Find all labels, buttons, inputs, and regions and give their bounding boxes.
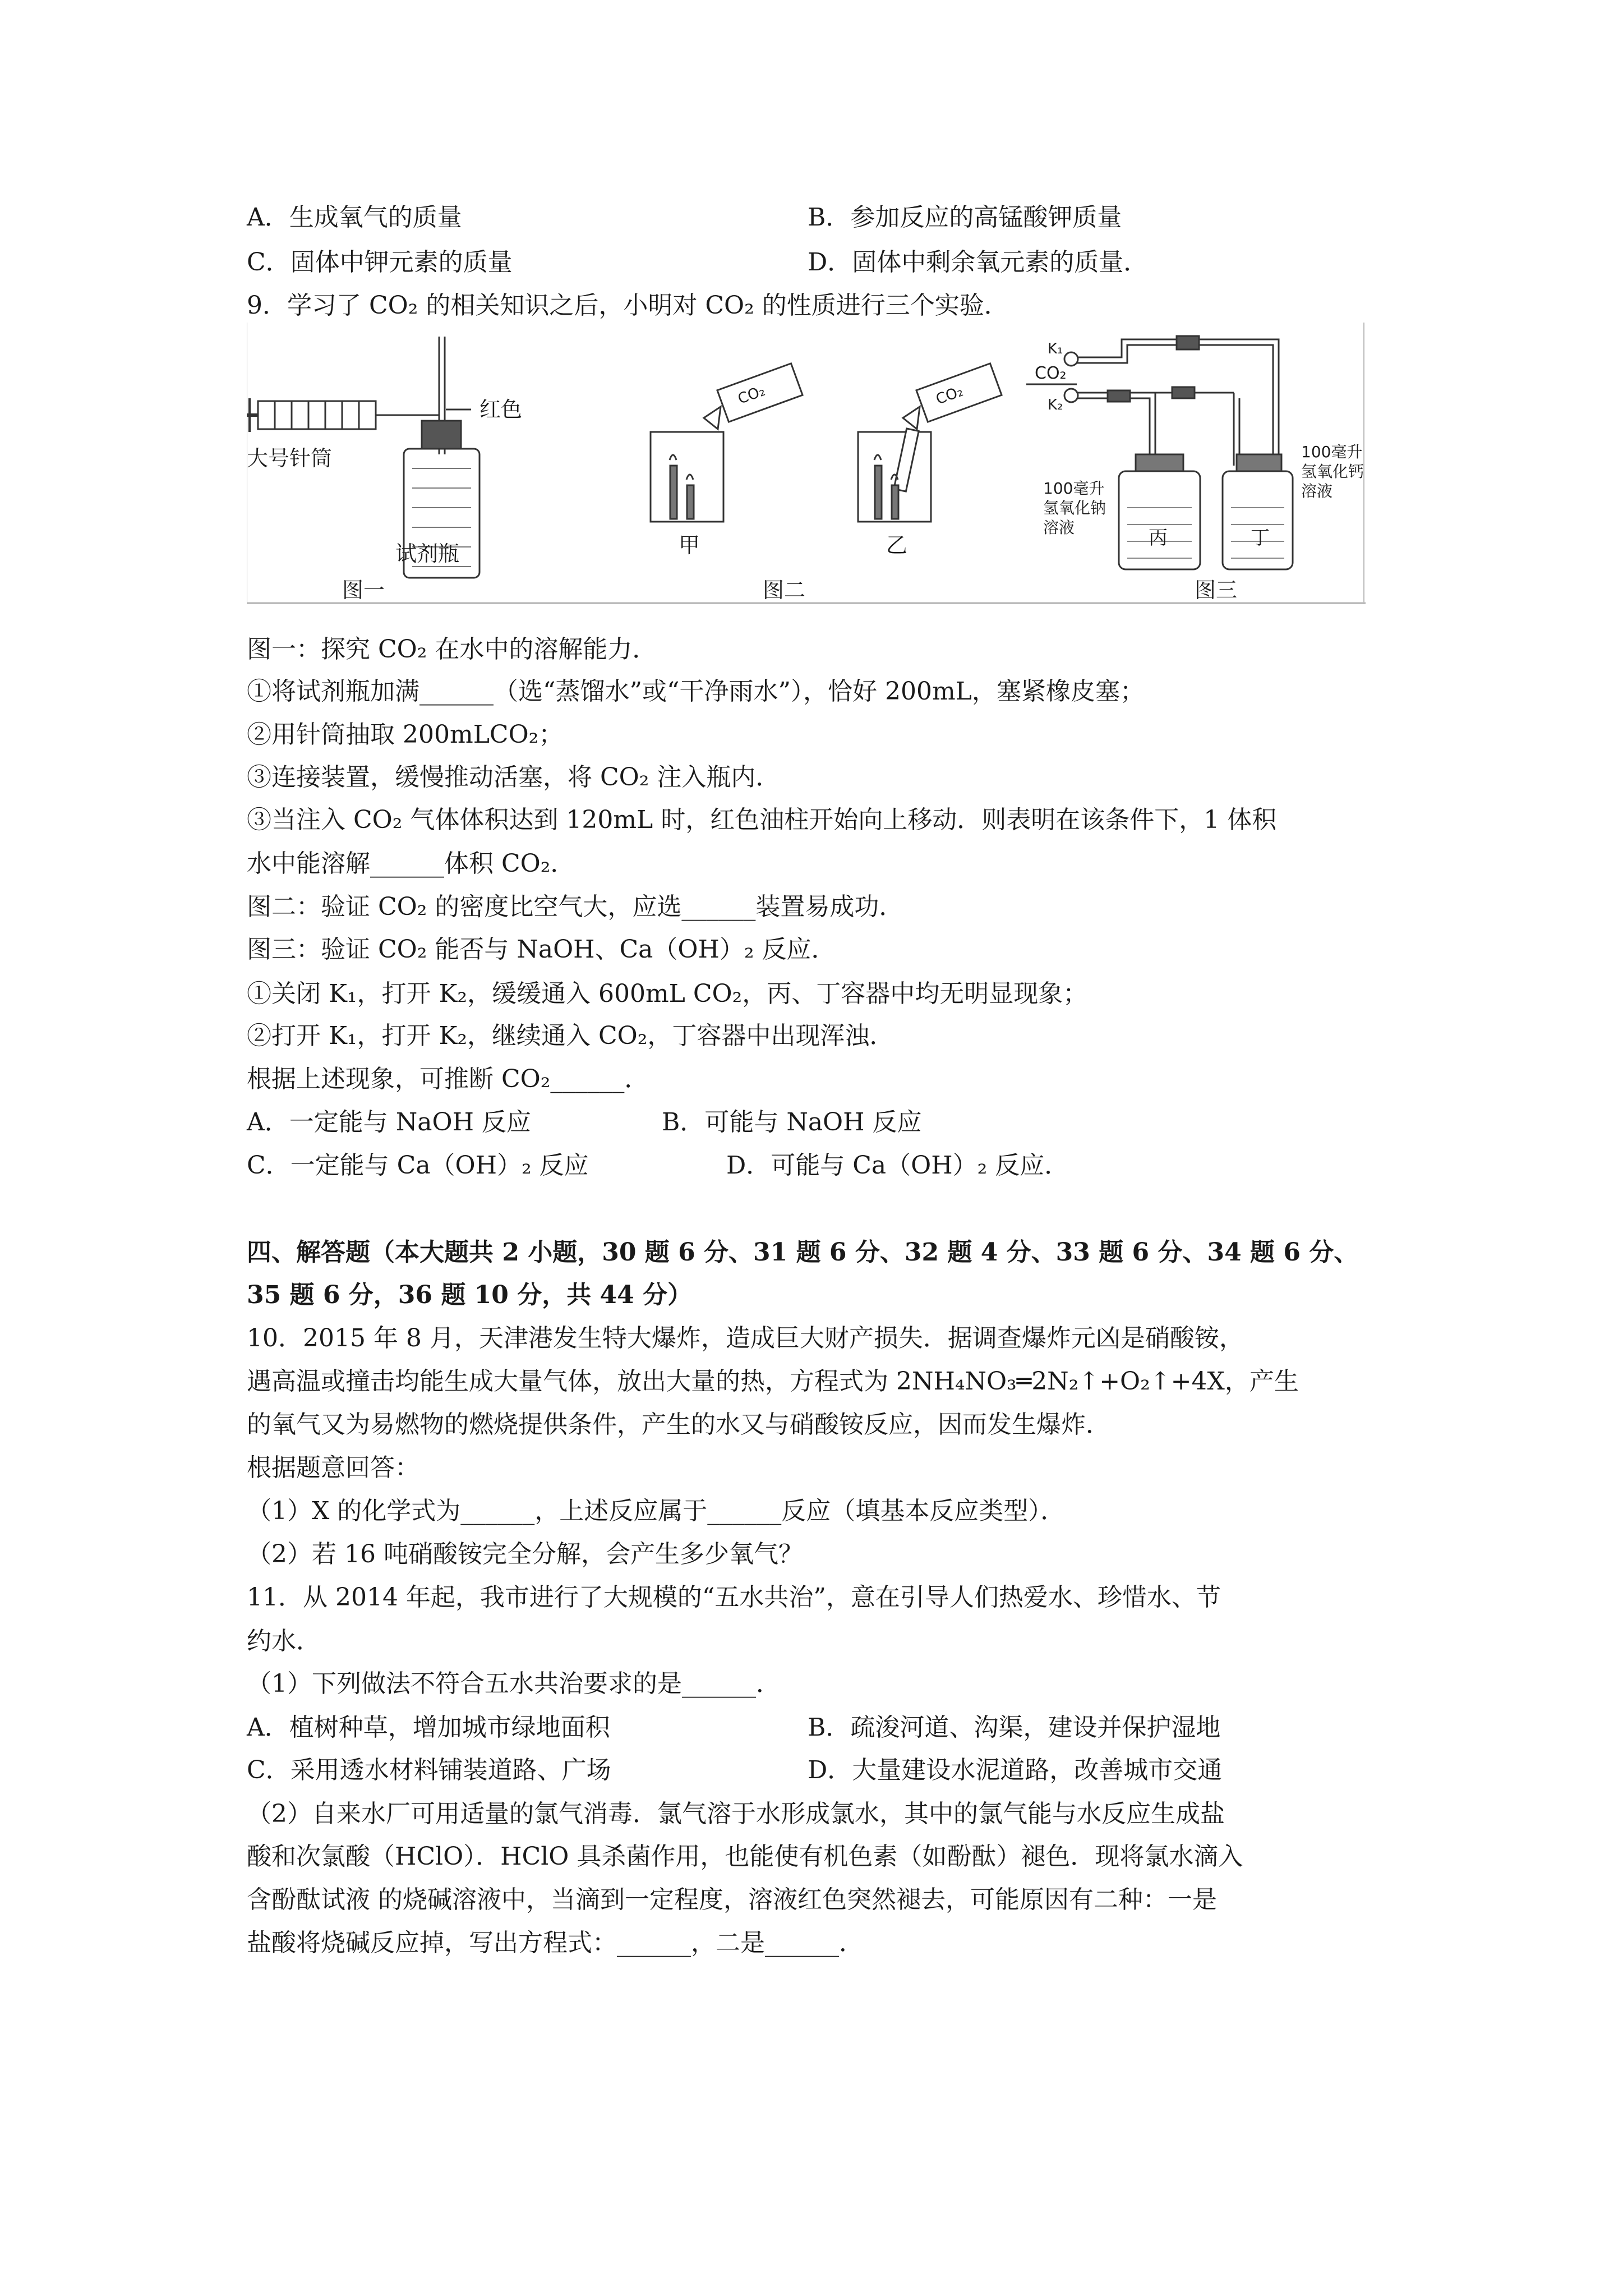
- q9-line-4: ③连接装置，缓慢推动活塞，将 CO₂ 注入瓶内．: [247, 763, 781, 792]
- q11-line-6: 含酚酞试液 的烧碱溶液中，当滴到一定程度，溶液红色突然褪去，可能原因有二种：一是: [247, 1885, 1217, 1914]
- fig3-bing-label: 丙: [1149, 527, 1168, 549]
- fig3-caoh-line1: 100毫升: [1301, 443, 1363, 461]
- q9-line-2: ①将试剂瓶加满______（选“蒸馏水”或“干净雨水”），恰好 200mL，塞紧橡皮塞；: [247, 677, 1145, 706]
- fig1-syringe-label: 大号针筒: [247, 446, 333, 471]
- fig3-naoh-line1: 100毫升: [1043, 479, 1105, 498]
- beaker-jia-drawing: [651, 364, 803, 522]
- fig1-bottle-label: 试剂瓶: [395, 541, 460, 566]
- fig1-red-label: 红色: [479, 397, 523, 422]
- q8-option-d: D．固体中剩余氧元素的质量．: [808, 248, 1149, 277]
- fig3-k2-label: K₂: [1048, 397, 1063, 413]
- q9-line-10: ②打开 K₁，打开 K₂，继续通入 CO₂，丁容器中出现浑浊．: [247, 1022, 895, 1050]
- section4-heading-line1: 四、解答题（本大题共 2 小题，30 题 6 分、31 题 6 分、32 题 4 分、33 题 6 分、34 题 6 分、: [247, 1238, 1359, 1267]
- q9-line-9: ①关闭 K₁，打开 K₂，缓缓通入 600mL CO₂，丙、丁容器中均无明显现象；: [247, 979, 1088, 1008]
- q11-line-7: 盐酸将烧碱反应掉，写出方程式：______，二是______．: [247, 1929, 864, 1957]
- q10-line-2: 遇高温或撞击均能生成大量气体，放出大量的热，方程式为 2NH₄NO₃═2N₂↑+O₂↑+4X，产生: [247, 1367, 1299, 1396]
- q9-option-c: C．一定能与 Ca（OH）₂ 反应: [247, 1151, 589, 1180]
- fig3-co2-label: CO₂: [1035, 364, 1067, 383]
- beaker-yi-drawing: [858, 364, 1002, 522]
- fig2-jia-co2-label: CO₂: [735, 382, 768, 408]
- q10-line-1: 10．2015 年 8 月，天津港发生特大爆炸，造成巨大财产损失．据调查爆炸元凶是硝酸铵，: [247, 1324, 1244, 1352]
- q11-option-d: D．大量建设水泥道路，改善城市交通: [808, 1756, 1223, 1784]
- q11-line-2: 约水．: [247, 1627, 321, 1655]
- q9-line-11: 根据上述现象，可推断 CO₂______．: [247, 1065, 649, 1093]
- q11-option-c: C．采用透水材料铺装道路、广场: [247, 1756, 611, 1784]
- q11-line-5: 酸和次氯酸（HClO）．HClO 具杀菌作用，也能使有机色素（如酚酞）褪色．现将氯水滴入: [247, 1842, 1243, 1871]
- q9-option-d: D．可能与 Ca（OH）₂ 反应．: [726, 1151, 1069, 1180]
- q8-option-a: A．生成氧气的质量: [247, 203, 462, 232]
- fig1-caption: 图一: [342, 578, 385, 602]
- section4-heading-line2: 35 题 6 分，36 题 10 分，共 44 分）: [247, 1281, 693, 1309]
- fig2-caption: 图二: [763, 578, 806, 602]
- q9-figure: [247, 323, 1366, 606]
- fig2-jia-label: 甲: [679, 533, 700, 558]
- fig2-yi-label: 乙: [886, 533, 908, 558]
- q8-option-b: B．参加反应的高锰酸钾质量: [808, 203, 1122, 232]
- fig3-naoh-line3: 溶液: [1043, 518, 1075, 537]
- q10-line-6: （2）若 16 吨硝酸铵完全分解，会产生多少氧气？: [247, 1540, 803, 1568]
- fig3-ding-label: 丁: [1251, 527, 1270, 549]
- q9-line-6: 水中能溶解______体积 CO₂．: [247, 849, 575, 878]
- q9-line-5: ③当注入 CO₂ 气体体积达到 120mL 时，红色油柱开始向上移动．则表明在该条件下，1 体积: [247, 806, 1277, 834]
- q9-option-b: B．可能与 NaOH 反应: [662, 1108, 922, 1137]
- fig3-caption: 图三: [1195, 578, 1238, 602]
- syringe-drawing: [247, 398, 421, 432]
- q11-line-4: （2）自来水厂可用适量的氯气消毒．氯气溶于水形成氯水，其中的氯气能与水反应生成盐: [247, 1800, 1225, 1828]
- q11-option-b: B．疏浚河道、沟渠，建设并保护湿地: [808, 1713, 1221, 1742]
- fig3-caoh-line2: 氢氧化钙: [1301, 462, 1364, 481]
- q10-line-5: （1）X 的化学式为______，上述反应属于______反应（填基本反应类型）．: [247, 1497, 1066, 1525]
- q9-line-7: 图二：验证 CO₂ 的密度比空气大，应选______装置易成功．: [247, 892, 904, 921]
- fig3-naoh-line2: 氢氧化钠: [1043, 499, 1106, 517]
- q9-line-8: 图三：验证 CO₂ 能否与 NaOH、Ca（OH）₂ 反应．: [247, 935, 836, 964]
- q10-line-3: 的氧气又为易燃物的燃烧提供条件，产生的水又与硝酸铵反应，因而发生爆炸．: [247, 1410, 1110, 1439]
- q8-option-c: C．固体中钾元素的质量: [247, 248, 513, 277]
- fig3-caoh-line3: 溶液: [1301, 482, 1333, 500]
- q9-line-3: ②用针筒抽取 200mLCO₂；: [247, 720, 564, 749]
- q9-line-1: 图一：探究 CO₂ 在水中的溶解能力．: [247, 635, 657, 664]
- q9-stem: 9．学习了 CO₂ 的相关知识之后，小明对 CO₂ 的性质进行三个实验．: [247, 291, 1009, 320]
- fig2-yi-co2-label: CO₂: [934, 383, 966, 408]
- q9-option-a: A．一定能与 NaOH 反应: [247, 1108, 531, 1137]
- q10-line-4: 根据题意回答：: [247, 1453, 419, 1482]
- fig3-k1-label: K₁: [1048, 341, 1063, 357]
- q11-option-a: A．植树种草，增加城市绿地面积: [247, 1713, 610, 1742]
- q11-line-1: 11．从 2014 年起，我市进行了大规模的“五水共治”，意在引导人们热爱水、珍惜水、节: [247, 1583, 1221, 1612]
- q11-line-3: （1）下列做法不符合五水共治要求的是______．: [247, 1669, 781, 1698]
